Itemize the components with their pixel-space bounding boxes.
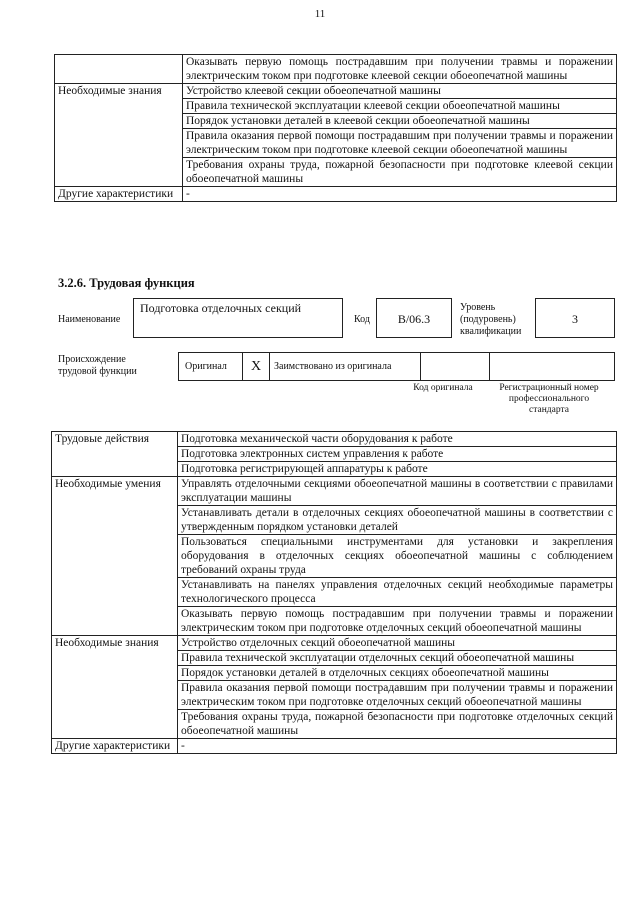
origin-code-caption: Код оригинала	[413, 383, 473, 393]
requirement-cell: Подготовка механической части оборудования к работе	[178, 432, 617, 447]
code-box	[376, 298, 452, 338]
row-label	[52, 535, 178, 578]
reg-number-caption: Регистрационный номер профессионального стандарта	[499, 383, 599, 415]
requirement-cell: Устанавливать детали в отделочных секциях обоеопечатной машины в соответствии с утвержденным порядком установки деталей	[178, 506, 617, 535]
row-label	[55, 129, 183, 158]
main-requirements-table	[51, 431, 617, 754]
row-label	[55, 114, 183, 129]
row-label: Необходимые знания	[55, 84, 183, 99]
requirement-cell: Управлять отделочными секциями обоеопечатной машины в соответствии с правилами эксплуатации машины	[178, 477, 617, 506]
requirement-cell: Пользоваться специальными инструментами для установки и закрепления оборудования в отделочных секциях обоеопечатной машины с соблюдением требований охраны труда	[178, 535, 617, 578]
table-row	[55, 114, 617, 129]
row-label	[52, 651, 178, 666]
row-label: Другие характеристики	[52, 739, 178, 754]
table-row	[55, 129, 617, 158]
row-label	[52, 506, 178, 535]
reg-number-cell	[490, 353, 614, 380]
level-label: Уровень (подуровень) квалификации	[460, 302, 522, 337]
level-value: 3	[572, 312, 578, 326]
borrowed-label: Заимствовано из оригинала	[270, 353, 421, 380]
function-name-value: Подготовка отделочных секций	[140, 301, 302, 315]
table-row	[52, 710, 617, 739]
row-label	[55, 158, 183, 187]
table-row	[52, 477, 617, 506]
table-row	[55, 55, 617, 84]
requirement-cell: Устройство клеевой секции обоеопечатной машины	[183, 84, 617, 99]
page-number: 11	[314, 8, 326, 20]
row-label	[52, 666, 178, 681]
table-row	[52, 739, 617, 754]
table-row	[52, 666, 617, 681]
level-box	[535, 298, 615, 338]
table-row	[55, 158, 617, 187]
requirement-cell: Устройство отделочных секций обоеопечатной машины	[178, 636, 617, 651]
row-label: Трудовые действия	[52, 432, 178, 447]
row-label: Необходимые знания	[52, 636, 178, 651]
origin-label: Происхождение трудовой функции	[58, 354, 137, 377]
table-row	[52, 432, 617, 447]
table-row	[55, 84, 617, 99]
row-label	[52, 607, 178, 636]
origin-code-cell	[421, 353, 490, 380]
table-row	[52, 535, 617, 578]
row-label	[52, 710, 178, 739]
code-label: Код	[354, 314, 370, 325]
table-row	[52, 506, 617, 535]
table-row	[52, 607, 617, 636]
requirement-cell: -	[178, 739, 617, 754]
requirement-cell: Правила оказания первой помощи пострадавшим при получении травмы и поражении электрическим током при подготовке отделочных секций обоеопечатной машины	[178, 681, 617, 710]
table-row	[55, 99, 617, 114]
row-label: Необходимые умения	[52, 477, 178, 506]
function-name-box	[133, 298, 343, 338]
code-value: В/06.3	[397, 312, 431, 326]
table-row	[52, 681, 617, 710]
table-row	[52, 578, 617, 607]
row-label: Другие характеристики	[55, 187, 183, 202]
requirement-cell: Порядок установки деталей в отделочных секциях обоеопечатной машины	[178, 666, 617, 681]
requirement-cell: -	[183, 187, 617, 202]
requirement-cell: Оказывать первую помощь пострадавшим при получении травмы и поражении электрическим током при подготовке клеевой секции обоеопечатной машины	[183, 55, 617, 84]
table-row	[52, 636, 617, 651]
section-heading: 3.2.6. Трудовая функция	[58, 276, 195, 290]
requirement-cell: Порядок установки деталей в клеевой секции обоеопечатной машины	[183, 114, 617, 129]
requirement-cell: Подготовка регистрирующей аппаратуры к работе	[178, 462, 617, 477]
requirement-cell: Оказывать первую помощь пострадавшим при получении травмы и поражении электрическим током при подготовке отделочных секций обоеопечатной машины	[178, 607, 617, 636]
row-label	[52, 462, 178, 477]
row-label	[52, 578, 178, 607]
requirement-cell: Требования охраны труда, пожарной безопасности при подготовке клеевой секции обоеопечатной машины	[183, 158, 617, 187]
row-label	[52, 447, 178, 462]
origin-row	[178, 352, 615, 381]
name-label: Наименование	[58, 314, 121, 325]
requirement-cell: Подготовка электронных систем управления к работе	[178, 447, 617, 462]
requirement-cell: Правила технической эксплуатации клеевой секции обоеопечатной машины	[183, 99, 617, 114]
table-row	[52, 462, 617, 477]
requirement-cell: Требования охраны труда, пожарной безопасности при подготовке отделочных секций обоеопечатной машины	[178, 710, 617, 739]
original-mark: X	[243, 353, 270, 380]
requirement-cell: Правила технической эксплуатации отделочных секций обоеопечатной машины	[178, 651, 617, 666]
table-row	[52, 447, 617, 462]
table-row	[55, 187, 617, 202]
original-label: Оригинал	[179, 353, 243, 380]
requirement-cell: Устанавливать на панелях управления отделочных секций необходимые параметры технологического процесса	[178, 578, 617, 607]
row-label	[55, 99, 183, 114]
table-row	[52, 651, 617, 666]
row-label	[52, 681, 178, 710]
top-requirements-table	[54, 54, 617, 202]
requirement-cell: Правила оказания первой помощи пострадавшим при получении травмы и поражении электрическим током при подготовке клеевой секции обоеопечатной машины	[183, 129, 617, 158]
row-label	[55, 55, 183, 84]
